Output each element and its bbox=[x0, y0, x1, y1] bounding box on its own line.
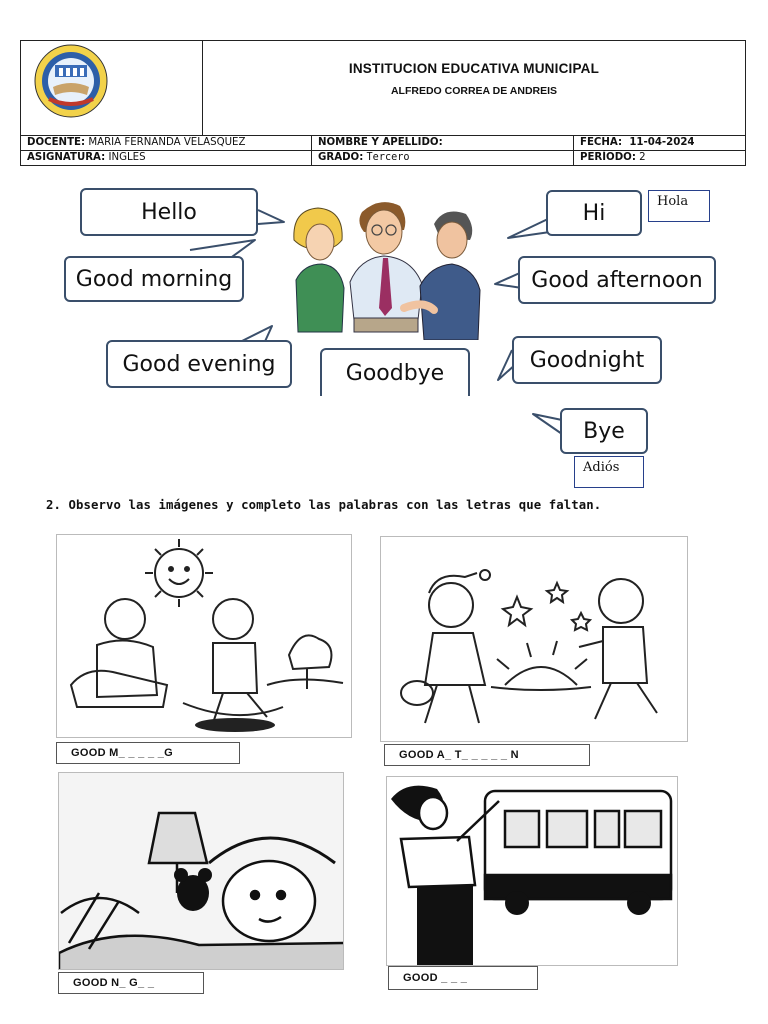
answer-good-morning[interactable]: GOOD M_ _ _ _ _G bbox=[56, 742, 240, 764]
header-table bbox=[20, 40, 746, 166]
answer-goodbye[interactable]: GOOD _ _ _ bbox=[388, 966, 538, 990]
school-name: ALFREDO CORREA DE ANDREIS bbox=[390, 85, 558, 97]
translation-hola: Hola bbox=[648, 190, 710, 222]
person-waving-bus-drawing bbox=[387, 777, 678, 966]
picture-good-night bbox=[58, 772, 344, 970]
bubble-hello: Hello bbox=[80, 188, 258, 236]
asignatura-label: ASIGNATURA: bbox=[27, 152, 106, 163]
fecha-cell bbox=[573, 136, 745, 150]
asignatura-cell bbox=[21, 151, 311, 165]
bubble-goodbye: Goodbye bbox=[320, 348, 470, 396]
docente-label: DOCENTE: bbox=[27, 137, 86, 148]
grado-label: GRADO: bbox=[318, 152, 364, 163]
bubble-bye: Bye bbox=[560, 408, 648, 454]
picture-goodbye bbox=[386, 776, 678, 966]
bubble-good-afternoon: Good afternoon bbox=[518, 256, 716, 304]
grado-cell bbox=[311, 151, 573, 165]
picture-good-morning bbox=[56, 534, 352, 738]
exercise-instruction: 2. Observo las imágenes y completo las palabras con las letras que faltan. bbox=[46, 498, 602, 512]
nombre-cell[interactable] bbox=[311, 136, 573, 150]
fecha-value: 11-04-2024 bbox=[629, 137, 695, 148]
bubble-good-evening: Good evening bbox=[106, 340, 292, 388]
nombre-label: NOMBRE Y APELLIDO: bbox=[318, 137, 443, 148]
periodo-label: PERÍODO: bbox=[580, 152, 636, 163]
answer-good-afternoon[interactable]: GOOD A_ T_ _ _ _ _ N bbox=[384, 744, 590, 766]
three-people-illustration bbox=[284, 190, 484, 340]
bubble-hi: Hi bbox=[546, 190, 642, 236]
institution-name: INSTITUCION EDUCATIVA MUNICIPAL bbox=[348, 61, 600, 76]
header-row-2 bbox=[21, 150, 745, 165]
grado-value: Tercero bbox=[366, 152, 410, 163]
children-sunset-drawing bbox=[381, 537, 688, 742]
asignatura-value: INGLES bbox=[108, 152, 146, 163]
docente-cell bbox=[21, 136, 311, 150]
header-title-cell bbox=[203, 41, 745, 135]
header-row-1 bbox=[21, 135, 745, 150]
school-seal-icon bbox=[29, 43, 119, 125]
school-logo-cell bbox=[21, 41, 203, 135]
translation-adios: Adiós bbox=[574, 456, 644, 488]
picture-good-afternoon bbox=[380, 536, 688, 742]
child-in-bed-drawing bbox=[59, 773, 344, 970]
bubble-good-morning: Good morning bbox=[64, 256, 244, 302]
periodo-value: 2 bbox=[639, 152, 646, 163]
bubble-goodnight: Goodnight bbox=[512, 336, 662, 384]
fecha-label: FECHA: bbox=[580, 137, 623, 148]
docente-value: MARIA FERNANDA VELASQUEZ bbox=[88, 137, 246, 148]
answer-good-night[interactable]: GOOD N_ G_ _ bbox=[58, 972, 204, 994]
children-sun-drawing bbox=[57, 535, 352, 738]
periodo-cell bbox=[573, 151, 745, 165]
